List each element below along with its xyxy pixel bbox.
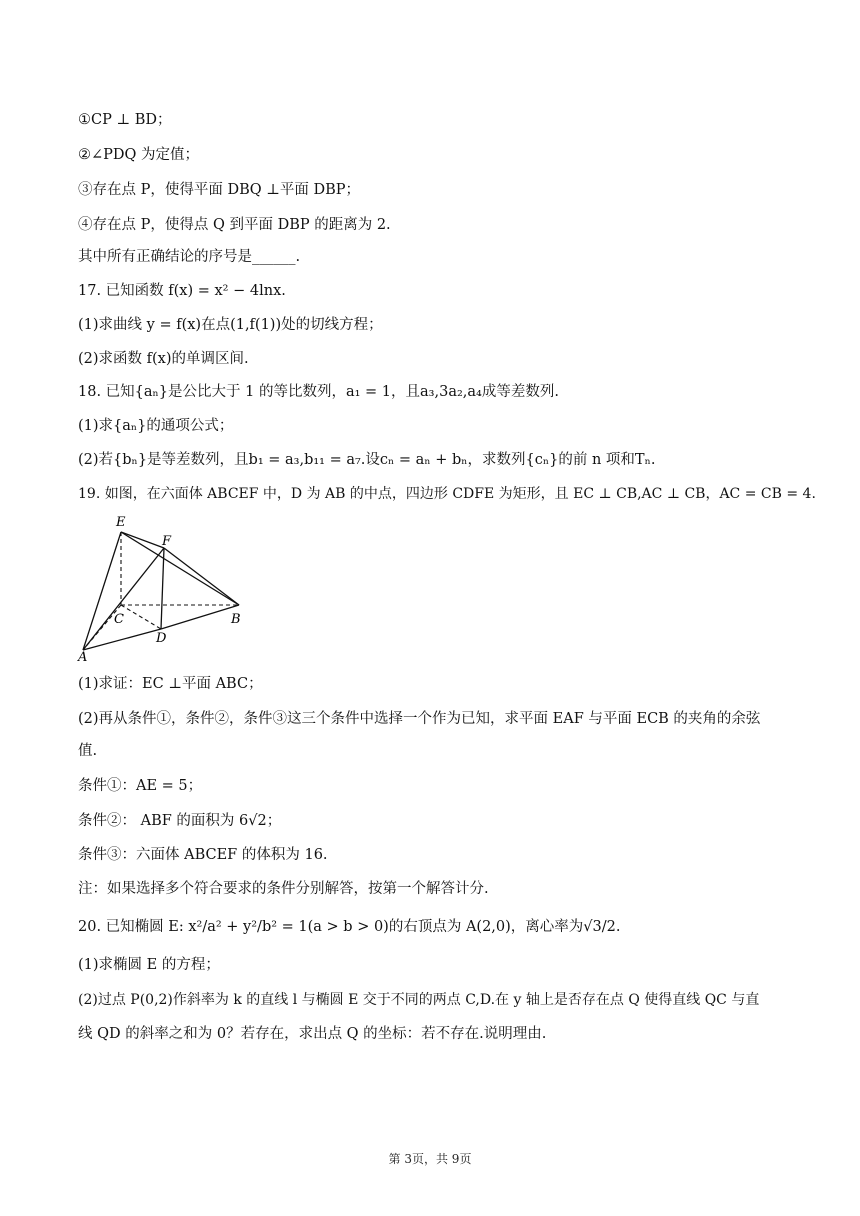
label-F: F xyxy=(162,534,172,549)
edge-EA xyxy=(83,532,121,650)
edge-FA xyxy=(83,548,164,650)
page-footer: 第 3页，共 9页 xyxy=(388,1152,472,1166)
text-line: (1)求椭圆 E 的方程； xyxy=(78,957,220,973)
edge-FD xyxy=(161,548,164,629)
text-line: 线 QD 的斜率之和为 0？若存在，求出点 Q 的坐标：若不存在.说明理由. xyxy=(78,1026,547,1042)
text-line: 条件③：六面体 ABCEF 的体积为 16. xyxy=(78,847,328,863)
text-line: 注：如果选择多个符合要求的条件分别解答，按第一个解答计分. xyxy=(78,881,489,897)
text-line: (2)若{bₙ}是等差数列，且b₁ = a₃,b₁₁ = a₇.设cₙ = aₙ + bₙ，求数列{cₙ}的前 n 项和Tₙ. xyxy=(78,452,656,468)
text-line: 值. xyxy=(78,743,98,759)
text-line: ②∠PDQ 为定值； xyxy=(78,147,200,163)
label-B: B xyxy=(231,612,241,627)
problem-17: 17. 已知函数 f(x) = x² − 4lnx. xyxy=(78,283,286,299)
text-line: (1)求证：EC ⊥平面 ABC； xyxy=(78,676,263,692)
text-line: ③存在点 P，使得平面 DBQ ⊥平面 DBP； xyxy=(78,182,361,198)
text-line: (2)再从条件①，条件②，条件③这三个条件中选择一个作为已知，求平面 EAF 与平面 ECB 的夹角的余弦 xyxy=(78,711,761,727)
text-line: (1)求{aₙ}的通项公式； xyxy=(78,418,234,434)
text-line: (2)过点 P(0,2)作斜率为 k 的直线 l 与椭圆 E 交于不同的两点 C,D.在 y 轴上是否存在点 Q 使得直线 QC 与直 xyxy=(78,992,760,1008)
text-line: (1)求曲线 y = f(x)在点(1,f(1))处的切线方程； xyxy=(78,317,383,333)
text-line: (2)求函数 f(x)的单调区间. xyxy=(78,351,249,367)
text-line: ④存在点 P，使得点 Q 到平面 DBP 的距离为 2. xyxy=(78,217,391,233)
edge-CD xyxy=(121,605,161,629)
label-D: D xyxy=(156,631,167,646)
geometry-figure xyxy=(74,512,254,664)
edge-FB xyxy=(164,548,239,605)
problem-20: 20. 已知椭圆 E: x²/a² + y²/b² = 1(a > b > 0)的右顶点为 A(2,0)，离心率为√3/2. xyxy=(78,919,621,935)
text-line: 条件②： ABF 的面积为 6√2； xyxy=(78,813,282,829)
text-line: ①CP ⊥ BD； xyxy=(78,112,172,128)
label-A: A xyxy=(78,650,88,664)
label-C: C xyxy=(114,612,124,627)
text-line: 其中所有正确结论的序号是______. xyxy=(78,249,301,265)
problem-19: 19. 如图，在六面体 ABCEF 中，D 为 AB 的中点，四边形 CDFE 为矩形，且 EC ⊥ CB,AC ⊥ CB，AC = CB = 4. xyxy=(78,486,816,502)
edge-AD xyxy=(83,629,161,650)
text-line: 条件①：AE = 5； xyxy=(78,778,203,794)
edge-EB xyxy=(121,532,239,605)
problem-18: 18. 已知{aₙ}是公比大于 1 的等比数列，a₁ = 1，且a₃,3a₂,a₄成等差数列. xyxy=(78,384,559,400)
label-E: E xyxy=(116,515,126,530)
edge-DB xyxy=(161,605,239,629)
